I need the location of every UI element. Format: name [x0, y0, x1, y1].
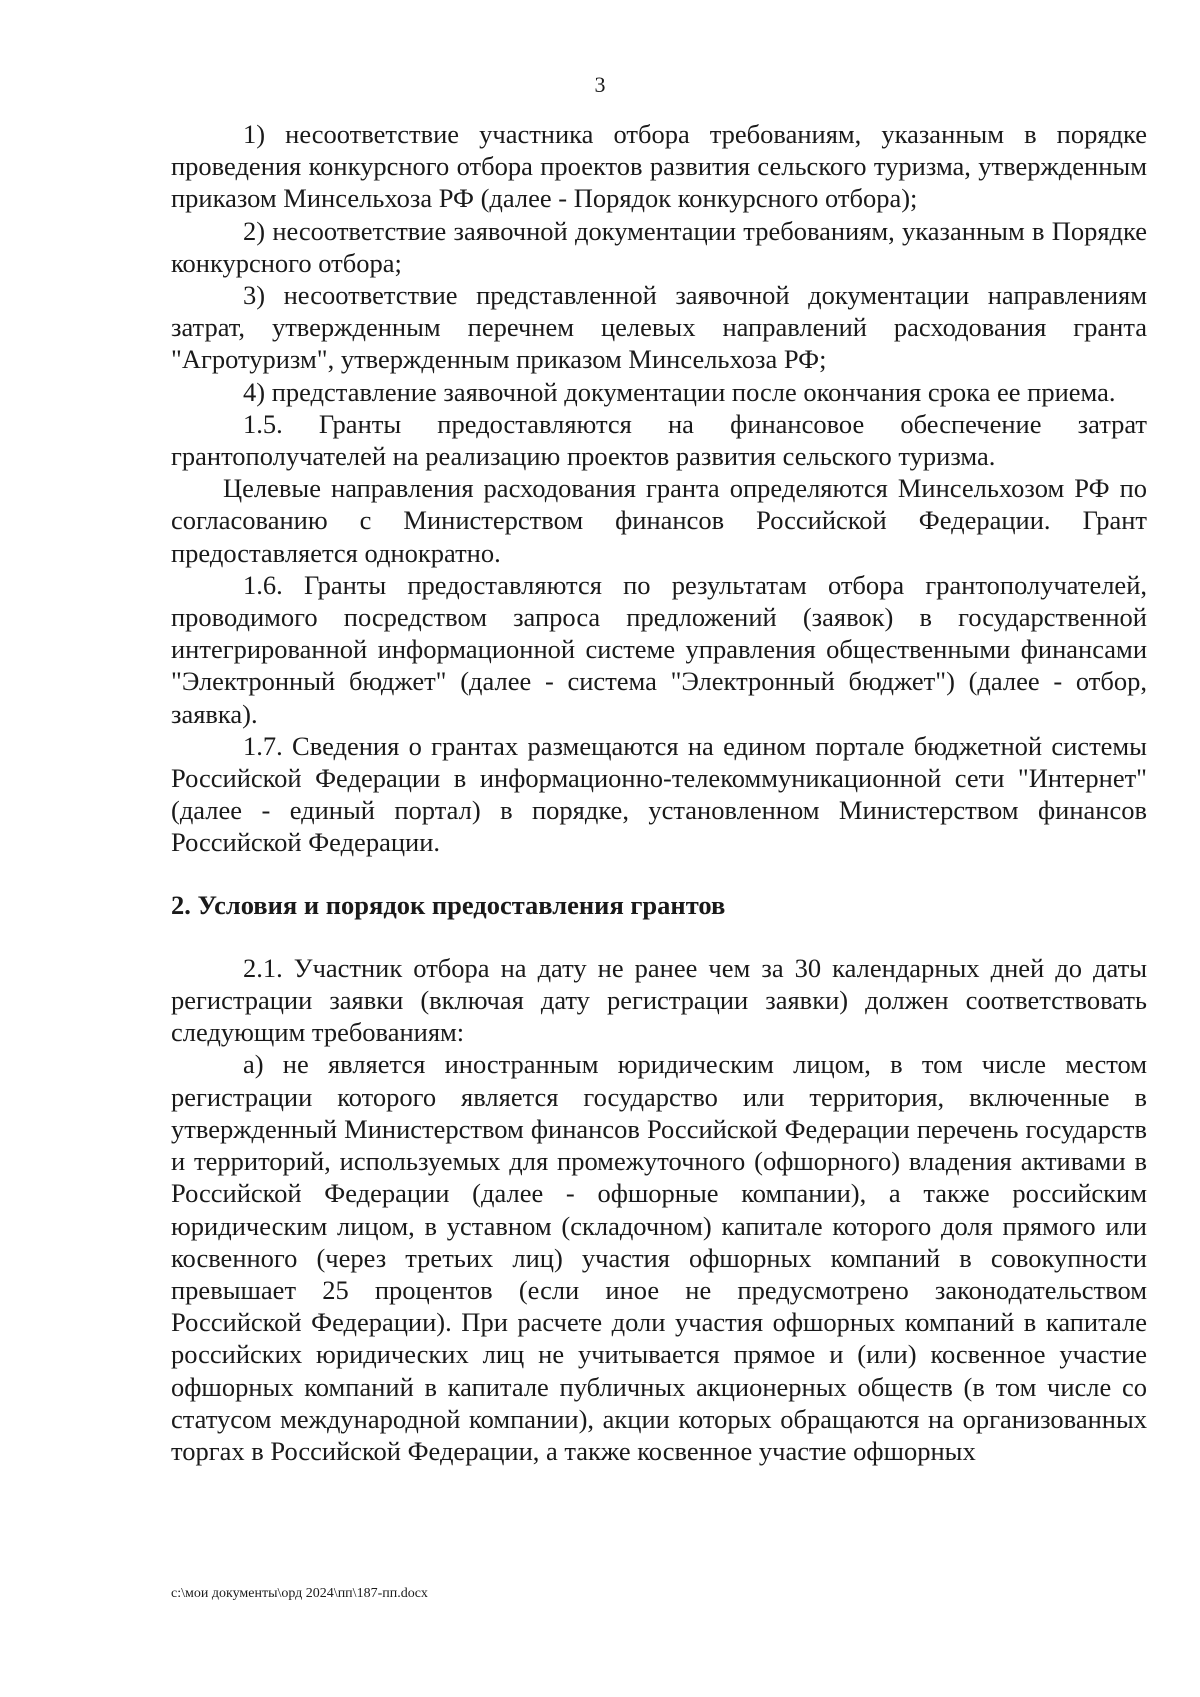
paragraph-1-5: 1.5. Гранты предоставляются на финансовое обеспечение затрат грантополучателей на реализацию проектов развития сельского туризма. [171, 408, 1147, 472]
paragraph-item-1: 1) несоответствие участника отбора требованиям, указанным в порядке проведения конкурсного отбора проектов развития сельского туризма, утвержденным приказом Минсельхоза РФ (далее - Порядок конкурсного отбора); [171, 119, 1147, 214]
paragraph-target-directions: Целевые направления расходования гранта определяются Минсельхозом РФ по согласованию с Министерством финансов Российской Федерации. Грант предоставляется однократно. [171, 473, 1147, 568]
footer-file-path: c:\мои документы\орд 2024\пп\187-пп.docx [171, 1586, 428, 1601]
section-heading: 2. Условия и порядок предоставления грантов [171, 889, 726, 920]
paragraph-1-7: 1.7. Сведения о грантах размещаются на едином портале бюджетной системы Российской Федерации в информационно-телекоммуникационной сети "Интернет" (далее - единый портал) в порядке, установленном Министерством финансов Российской Федерации. [171, 730, 1147, 858]
page-number: 3 [594, 72, 606, 97]
paragraph-item-4: 4) представление заявочной документации после окончания срока ее приема. [243, 376, 1116, 407]
paragraph-item-3: 3) несоответствие представленной заявочной документации направлениям затрат, утвержденным перечнем целевых направлений расходования гранта "Агротуризм", утвержденным приказом Минсельхоза РФ; [171, 280, 1147, 375]
paragraph-1-6: 1.6. Гранты предоставляются по результатам отбора грантополучателей, проводимого посредством запроса предложений (заявок) в государственной интегрированной информационной системе управления общественными финансами "Электронный бюджет" (далее - система "Электронный бюджет") (далее - отбор, заявка). [171, 569, 1147, 729]
paragraph-2-1-a: а) не является иностранным юридическим лицом, в том числе местом регистрации которого является государство или территория, включенные в утвержденный Министерством финансов Российской Федерации перечень государств и территорий, используемых для промежуточного (офшорного) владения активами в Российской Федерации (далее - офшорные компании), а также российским юридическим лицом, в уставном (складочном) капитале которого доля прямого или косвенного (через третьих лиц) участия офшорных компаний в совокупности превышает 25 процентов (если иное не предусмотрено законодательством Российской Федерации). При расчете доли участия офшорных компаний в капитале российских юридических лиц не учитывается прямое и (или) косвенное участие офшорных компаний в капитале публичных акционерных обществ (в том числе со статусом международной компании), акции которых обращаются на организованных торгах в Российской Федерации, а также косвенное участие офшорных [171, 1049, 1147, 1466]
paragraph-2-1: 2.1. Участник отбора на дату не ранее чем за 30 календарных дней до даты регистрации заявки (включая дату регистрации заявки) должен соответствовать следующим требованиям: [171, 952, 1147, 1048]
paragraph-item-2: 2) несоответствие заявочной документации требованиям, указанным в Порядке конкурсного отбора; [171, 215, 1147, 278]
document-body [171, 118, 1147, 1467]
